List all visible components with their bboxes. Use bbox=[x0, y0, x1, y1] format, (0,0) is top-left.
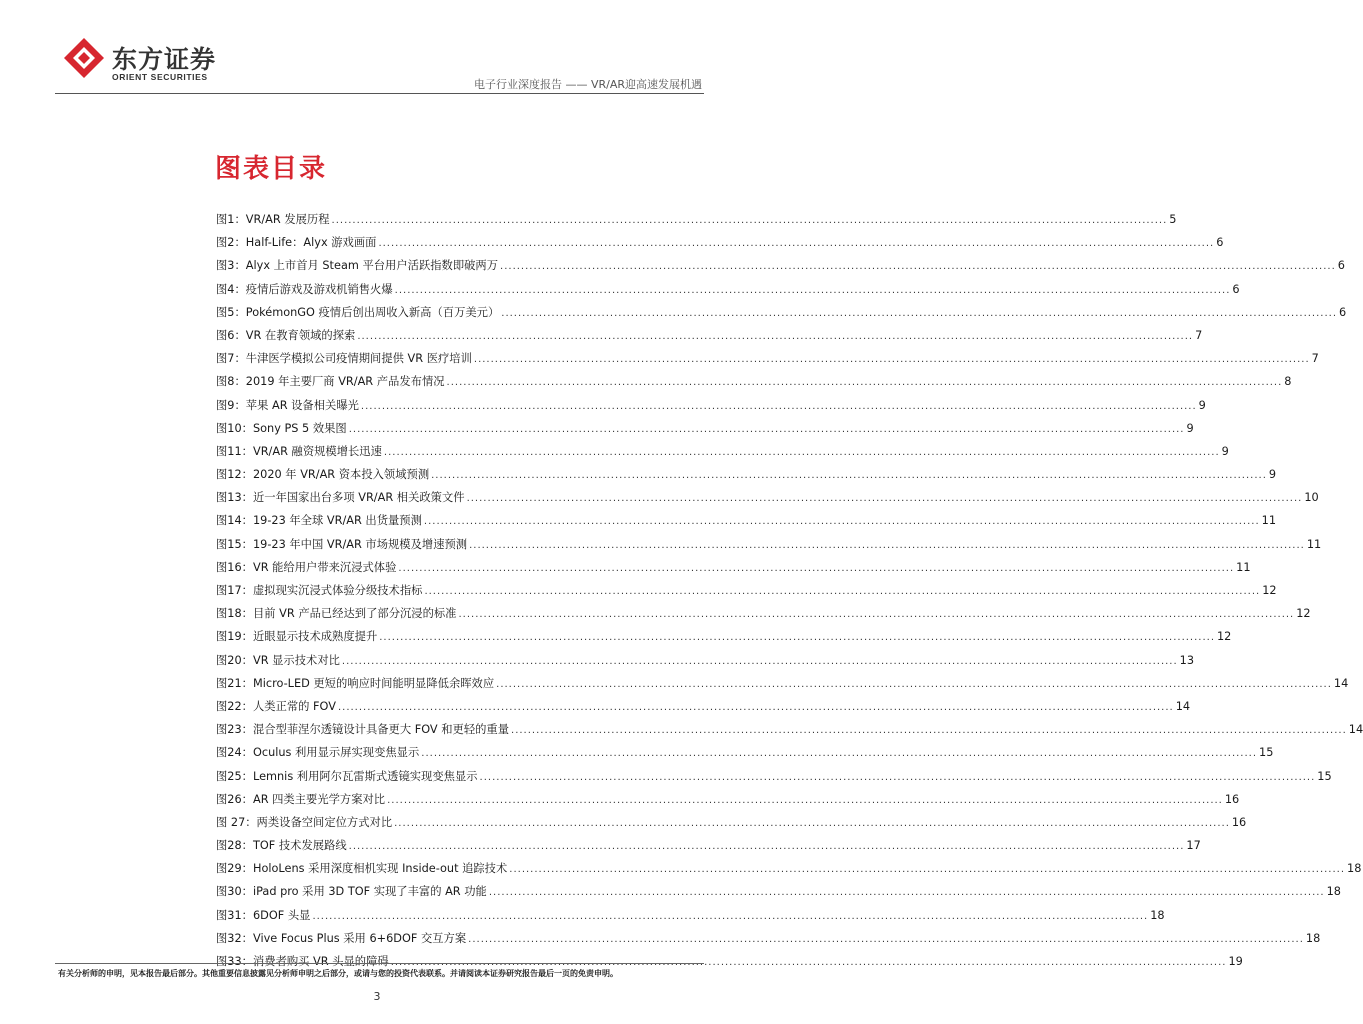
toc-leader-dots bbox=[349, 424, 1185, 435]
toc-leader-dots bbox=[357, 331, 1193, 342]
toc-entry-page: 11 bbox=[1261, 514, 1277, 528]
footer-divider bbox=[55, 963, 704, 964]
toc-entry-page: 16 bbox=[1224, 792, 1240, 806]
toc-entry-page: 6 bbox=[1339, 305, 1347, 319]
toc-entry[interactable] bbox=[216, 420, 1194, 443]
toc-entry-page: 18 bbox=[1347, 862, 1362, 876]
toc-entry-label: 图28：TOF 技术发展路线 bbox=[216, 839, 347, 853]
toc-entry-page: 9 bbox=[1198, 398, 1206, 412]
toc-leader-dots bbox=[509, 864, 1345, 875]
toc-entry-label: 图17：虚拟现实沉浸式体验分级技术指标 bbox=[216, 584, 423, 597]
toc-entry-label: 图33：消费者购买 VR 头显的障碍 bbox=[216, 955, 389, 968]
toc-entry-page: 14 bbox=[1348, 723, 1363, 737]
toc-leader-dots bbox=[480, 772, 1316, 783]
toc-entry-page: 14 bbox=[1175, 699, 1191, 713]
toc-entry-page: 7 bbox=[1195, 328, 1203, 342]
toc-entry-page: 12 bbox=[1262, 584, 1277, 597]
toc-leader-dots bbox=[467, 493, 1303, 504]
toc-leader-dots bbox=[468, 934, 1304, 945]
toc-entry-label: 图30：iPad pro 采用 3D TOF 实现了丰富的 AR 功能 bbox=[216, 885, 487, 899]
toc-leader-dots bbox=[395, 285, 1231, 296]
toc-entry-label: 图7：牛津医学模拟公司疫情期间提供 VR 医疗培训 bbox=[216, 352, 472, 366]
toc-entry-label: 图5：PokémonGO 疫情后创出周收入新高（百万美元） bbox=[216, 305, 500, 319]
toc-leader-dots bbox=[332, 215, 1168, 226]
toc-entry-page: 19 bbox=[1228, 955, 1243, 968]
orient-securities-logo-icon bbox=[62, 36, 106, 80]
toc-leader-dots bbox=[489, 887, 1325, 898]
toc-entry-label: 图10：Sony PS 5 效果图 bbox=[216, 421, 347, 435]
toc-entry-page: 18 bbox=[1326, 885, 1341, 899]
toc-leader-dots bbox=[398, 563, 1234, 574]
brand-logo bbox=[62, 36, 217, 86]
toc-entry-page: 18 bbox=[1150, 908, 1165, 922]
toc-entry-label: 图29：HoloLens 采用深度相机实现 Inside-out 追踪技术 bbox=[216, 862, 508, 876]
toc-entry[interactable] bbox=[216, 281, 1240, 304]
toc-entry-page: 8 bbox=[1284, 375, 1292, 389]
toc-entry[interactable] bbox=[216, 837, 1201, 860]
toc-leader-dots bbox=[384, 447, 1220, 458]
toc-entry[interactable] bbox=[216, 814, 1247, 837]
toc-leader-dots bbox=[338, 702, 1174, 713]
toc-entry[interactable] bbox=[216, 907, 1165, 930]
header-divider bbox=[55, 93, 704, 94]
toc-entry-label: 图1：VR/AR 发展历程 bbox=[216, 213, 330, 226]
toc-entry-label: 图14：19-23 年全球 VR/AR 出货量预测 bbox=[216, 514, 422, 528]
toc-leader-dots bbox=[378, 238, 1214, 249]
toc-leader-dots bbox=[342, 656, 1178, 667]
toc-entry-label: 图24：Oculus 利用显示屏实现变焦显示 bbox=[216, 746, 420, 760]
toc-entry-page: 17 bbox=[1186, 839, 1201, 853]
toc-entry-label: 图6：VR 在教育领域的探索 bbox=[216, 328, 356, 342]
toc-entry[interactable] bbox=[216, 373, 1292, 396]
toc-leader-dots bbox=[501, 308, 1337, 319]
toc-entry-page: 14 bbox=[1333, 676, 1349, 690]
toc-leader-dots bbox=[500, 261, 1336, 272]
toc-entry[interactable] bbox=[216, 605, 1311, 628]
toc-entry[interactable] bbox=[216, 443, 1229, 466]
toc-entry[interactable] bbox=[216, 489, 1319, 512]
toc-entry[interactable] bbox=[216, 930, 1321, 953]
toc-entry[interactable] bbox=[216, 860, 1362, 883]
toc-entry[interactable] bbox=[216, 466, 1277, 489]
toc-entry[interactable] bbox=[216, 559, 1251, 582]
toc-leader-dots bbox=[349, 841, 1185, 852]
toc-leader-dots bbox=[312, 911, 1148, 922]
toc-entry-page: 13 bbox=[1179, 653, 1195, 667]
page-number: 3 bbox=[373, 990, 381, 1003]
toc-entry-label: 图16：VR 能给用户带来沉浸式体验 bbox=[216, 560, 397, 574]
toc-entry[interactable] bbox=[216, 397, 1206, 420]
toc-entry-label: 图21：Micro-LED 更短的响应时间能明显降低余晖效应 bbox=[216, 676, 495, 690]
toc-entry[interactable] bbox=[216, 211, 1177, 234]
toc-entry-page: 9 bbox=[1221, 444, 1229, 458]
toc-entry-page: 11 bbox=[1306, 537, 1322, 551]
toc-list bbox=[216, 211, 1363, 976]
toc-entry-page: 15 bbox=[1259, 746, 1274, 760]
toc-entry[interactable] bbox=[216, 768, 1332, 791]
toc-leader-dots bbox=[458, 609, 1294, 620]
toc-leader-dots bbox=[447, 377, 1283, 388]
toc-entry-page: 18 bbox=[1305, 931, 1321, 945]
toc-entry-page: 9 bbox=[1186, 421, 1194, 435]
toc-entry-page: 6 bbox=[1232, 282, 1240, 296]
toc-leader-dots bbox=[394, 818, 1230, 829]
toc-entry-page: 6 bbox=[1216, 236, 1224, 250]
toc-leader-dots bbox=[511, 725, 1347, 736]
toc-entry[interactable] bbox=[216, 652, 1195, 675]
toc-leader-dots bbox=[424, 516, 1260, 527]
toc-entry-label: 图9：苹果 AR 设备相关曝光 bbox=[216, 398, 359, 412]
toc-leader-dots bbox=[361, 401, 1197, 412]
toc-entry-label: 图18：目前 VR 产品已经达到了部分沉浸的标准 bbox=[216, 607, 457, 621]
toc-entry-label: 图13：近一年国家出台多项 VR/AR 相关政策文件 bbox=[216, 491, 465, 505]
toc-leader-dots bbox=[387, 795, 1223, 806]
toc-entry-page: 9 bbox=[1268, 468, 1277, 482]
toc-entry-page: 12 bbox=[1296, 607, 1311, 621]
toc-leader-dots bbox=[421, 748, 1257, 759]
toc-entry[interactable] bbox=[216, 698, 1191, 721]
toc-entry[interactable] bbox=[216, 234, 1224, 257]
toc-leader-dots bbox=[424, 586, 1260, 597]
toc-entry-label: 图3：Alyx 上市首月 Steam 平台用户活跃指数即破两万 bbox=[216, 259, 499, 273]
toc-entry-label: 图25：Lemnis 利用阿尔瓦雷斯式透镜实现变焦显示 bbox=[216, 769, 478, 783]
toc-entry[interactable] bbox=[216, 536, 1322, 559]
toc-entry[interactable] bbox=[216, 721, 1363, 744]
toc-entry[interactable] bbox=[216, 350, 1319, 373]
toc-entry-label: 图22：人类正常的 FOV bbox=[216, 699, 336, 713]
toc-entry-label: 图20：VR 显示技术对比 bbox=[216, 653, 340, 667]
toc-entry-label: 图 27：两类设备空间定位方式对比 bbox=[216, 815, 393, 829]
toc-entry-label: 图23：混合型菲涅尔透镜设计具备更大 FOV 和更轻的重量 bbox=[216, 723, 510, 737]
report-header-title: 电子行业深度报告 —— VR/AR迎高速发展机遇 bbox=[473, 78, 702, 91]
toc-entry-label: 图31：6DOF 头显 bbox=[216, 908, 311, 922]
toc-entry-label: 图15：19-23 年中国 VR/AR 市场规模及增速预测 bbox=[216, 537, 468, 551]
toc-entry-label: 图26：AR 四类主要光学方案对比 bbox=[216, 792, 386, 806]
toc-entry[interactable] bbox=[216, 791, 1240, 814]
toc-entry[interactable] bbox=[216, 582, 1277, 605]
toc-entry-label: 图8：2019 年主要厂商 VR/AR 产品发布情况 bbox=[216, 375, 445, 389]
toc-entry-page: 10 bbox=[1304, 491, 1319, 505]
toc-leader-dots bbox=[474, 354, 1310, 365]
toc-entry-label: 图19：近眼显示技术成熟度提升 bbox=[216, 630, 378, 644]
toc-entry-label: 图32：Vive Focus Plus 采用 6+6DOF 交互方案 bbox=[216, 931, 467, 945]
toc-entry-page: 16 bbox=[1231, 815, 1247, 829]
toc-entry-label: 图12：2020 年 VR/AR 资本投入领域预测 bbox=[216, 468, 430, 482]
toc-entry-page: 12 bbox=[1217, 630, 1232, 644]
toc-entry[interactable] bbox=[216, 327, 1203, 350]
toc-entry[interactable] bbox=[216, 675, 1349, 698]
toc-entry[interactable] bbox=[216, 304, 1347, 327]
toc-leader-dots bbox=[496, 679, 1332, 690]
toc-entry-page: 7 bbox=[1311, 352, 1319, 366]
toc-entry-label: 图4：疫情后游戏及游戏机销售火爆 bbox=[216, 282, 393, 296]
toc-title: 图表目录 bbox=[215, 154, 328, 184]
toc-entry-page: 5 bbox=[1169, 213, 1177, 226]
toc-entry-label: 图11：VR/AR 融资规模增长迅速 bbox=[216, 444, 382, 458]
toc-leader-dots bbox=[379, 632, 1215, 643]
toc-entry[interactable] bbox=[216, 257, 1345, 280]
toc-entry-page: 6 bbox=[1337, 259, 1345, 273]
toc-entry[interactable] bbox=[216, 628, 1232, 651]
toc-entry[interactable] bbox=[216, 512, 1277, 535]
toc-entry[interactable] bbox=[216, 744, 1274, 767]
brand-name: 东方证券 bbox=[112, 45, 217, 74]
toc-entry-label: 图2：Half-Life：Alyx 游戏画面 bbox=[216, 236, 377, 250]
toc-leader-dots bbox=[431, 470, 1267, 481]
toc-entry[interactable] bbox=[216, 883, 1341, 906]
toc-entry-page: 11 bbox=[1236, 560, 1251, 574]
brand-english-name: ORIENT SECURITIES bbox=[112, 72, 208, 82]
toc-entry-page: 15 bbox=[1317, 769, 1332, 783]
footer-disclaimer: 有关分析师的申明，见本报告最后部分。其他重要信息披露见分析师申明之后部分，或请与您的投资代表联系。并请阅读本证券研究报告最后一页的免责申明。 bbox=[58, 969, 618, 978]
toc-leader-dots bbox=[469, 540, 1305, 551]
